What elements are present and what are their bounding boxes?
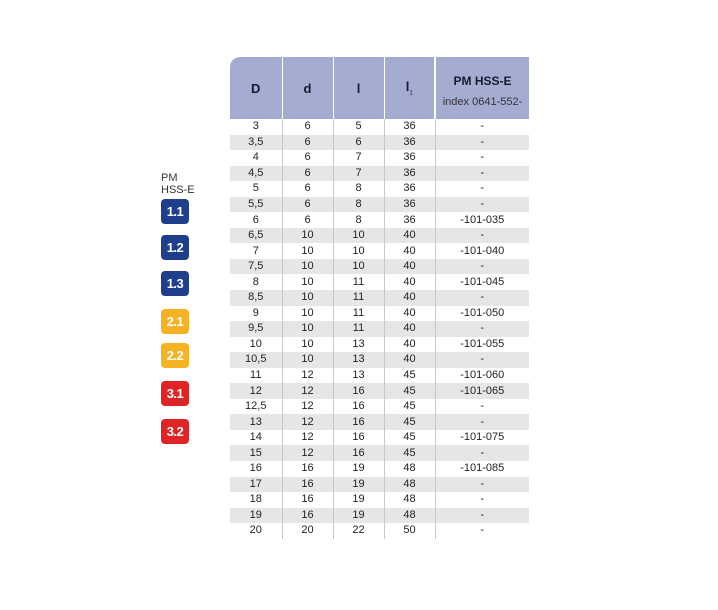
cell-D: 15 xyxy=(230,445,282,461)
cell-article: - xyxy=(435,508,529,524)
cell-l1: 36 xyxy=(384,166,435,182)
cell-article: -101-055 xyxy=(435,337,529,353)
header-length-l1 xyxy=(384,57,435,119)
cell-D: 11 xyxy=(230,368,282,384)
cell-D: 17 xyxy=(230,477,282,493)
cell-l: 19 xyxy=(333,508,384,524)
cell-l1: 36 xyxy=(384,212,435,228)
cell-l1: 45 xyxy=(384,445,435,461)
cell-l1: 40 xyxy=(384,228,435,244)
cell-D: 5 xyxy=(230,181,282,197)
badge-2-2: 2.2 xyxy=(161,343,189,368)
cell-article: - xyxy=(435,321,529,337)
cell-l: 11 xyxy=(333,290,384,306)
cell-l: 16 xyxy=(333,445,384,461)
cell-l1: 45 xyxy=(384,430,435,446)
cell-l: 19 xyxy=(333,461,384,477)
cell-D: 6 xyxy=(230,212,282,228)
table-row xyxy=(230,150,529,166)
cell-d: 12 xyxy=(282,445,333,461)
cell-l: 7 xyxy=(333,166,384,182)
cell-l: 11 xyxy=(333,306,384,322)
cell-d: 12 xyxy=(282,383,333,399)
cell-l: 10 xyxy=(333,259,384,275)
cell-article: - xyxy=(435,150,529,166)
cell-article: - xyxy=(435,119,529,135)
cell-d: 16 xyxy=(282,477,333,493)
table-row xyxy=(230,212,529,228)
cell-d: 16 xyxy=(282,508,333,524)
cell-D: 3 xyxy=(230,119,282,135)
cell-l1: 36 xyxy=(384,119,435,135)
badge-3-1: 3.1 xyxy=(161,381,189,406)
table-row xyxy=(230,243,529,259)
cell-l1: 45 xyxy=(384,383,435,399)
cell-d: 10 xyxy=(282,290,333,306)
cell-l1: 36 xyxy=(384,150,435,166)
cell-article: - xyxy=(435,228,529,244)
cell-l: 13 xyxy=(333,352,384,368)
table-row xyxy=(230,337,529,353)
cell-l1: 45 xyxy=(384,399,435,415)
badge-1-1: 1.1 xyxy=(161,199,189,224)
cell-D: 4,5 xyxy=(230,166,282,182)
cell-article: - xyxy=(435,523,529,539)
table-row xyxy=(230,461,529,477)
header-length-l1-sub: 1 xyxy=(409,90,413,97)
header-length-l: l xyxy=(333,57,384,119)
table-row xyxy=(230,430,529,446)
cell-d: 6 xyxy=(282,135,333,151)
cell-l1: 40 xyxy=(384,352,435,368)
cell-l1: 48 xyxy=(384,477,435,493)
material-label-line2: HSS-E xyxy=(161,184,195,196)
cell-l1: 40 xyxy=(384,243,435,259)
cell-article: - xyxy=(435,290,529,306)
cell-D: 7,5 xyxy=(230,259,282,275)
cell-l1: 48 xyxy=(384,508,435,524)
cell-D: 13 xyxy=(230,414,282,430)
cell-l: 8 xyxy=(333,181,384,197)
cell-article: -101-050 xyxy=(435,306,529,322)
table-row xyxy=(230,321,529,337)
cell-article: - xyxy=(435,399,529,415)
table-row xyxy=(230,492,529,508)
table-row xyxy=(230,477,529,493)
cell-D: 10 xyxy=(230,337,282,353)
cell-D: 10,5 xyxy=(230,352,282,368)
cell-D: 9,5 xyxy=(230,321,282,337)
table-row xyxy=(230,274,529,290)
cell-article: - xyxy=(435,135,529,151)
cell-d: 6 xyxy=(282,150,333,166)
cell-d: 10 xyxy=(282,259,333,275)
cell-l: 11 xyxy=(333,321,384,337)
cell-l1: 45 xyxy=(384,414,435,430)
cell-d: 16 xyxy=(282,461,333,477)
cell-article: -101-085 xyxy=(435,461,529,477)
cell-D: 20 xyxy=(230,523,282,539)
table-row xyxy=(230,306,529,322)
table-row xyxy=(230,399,529,415)
cell-d: 10 xyxy=(282,228,333,244)
cell-D: 7 xyxy=(230,243,282,259)
cell-d: 10 xyxy=(282,243,333,259)
cell-article: -101-075 xyxy=(435,430,529,446)
cell-D: 14 xyxy=(230,430,282,446)
cell-l1: 40 xyxy=(384,259,435,275)
cell-l1: 36 xyxy=(384,197,435,213)
table-row xyxy=(230,181,529,197)
cell-l1: 36 xyxy=(384,181,435,197)
cell-l: 16 xyxy=(333,430,384,446)
cell-d: 6 xyxy=(282,181,333,197)
cell-d: 20 xyxy=(282,523,333,539)
header-length-l1-main: l xyxy=(405,79,410,95)
cell-d: 12 xyxy=(282,399,333,415)
cell-l1: 40 xyxy=(384,306,435,322)
cell-article: - xyxy=(435,492,529,508)
cell-l1: 48 xyxy=(384,461,435,477)
cell-article: -101-035 xyxy=(435,212,529,228)
table-row xyxy=(230,119,529,135)
header-article-index: index 0641-552- xyxy=(442,96,523,108)
cell-article: -101-045 xyxy=(435,274,529,290)
table-row xyxy=(230,228,529,244)
cell-d: 6 xyxy=(282,119,333,135)
badge-2-1: 2.1 xyxy=(161,309,189,334)
cell-D: 19 xyxy=(230,508,282,524)
cell-l: 11 xyxy=(333,274,384,290)
cell-l: 16 xyxy=(333,414,384,430)
cell-article: - xyxy=(435,181,529,197)
table-row xyxy=(230,135,529,151)
cell-l: 6 xyxy=(333,135,384,151)
drill-size-table xyxy=(230,57,529,539)
cell-l: 19 xyxy=(333,477,384,493)
cell-article: - xyxy=(435,259,529,275)
material-label-line1: PM xyxy=(161,172,178,184)
table-row xyxy=(230,523,529,539)
cell-article: -101-065 xyxy=(435,383,529,399)
cell-D: 8 xyxy=(230,274,282,290)
header-diameter-D: D xyxy=(230,57,282,119)
cell-d: 6 xyxy=(282,166,333,182)
cell-l1: 40 xyxy=(384,337,435,353)
cell-l: 13 xyxy=(333,337,384,353)
badge-3-2: 3.2 xyxy=(161,419,189,444)
cell-l: 8 xyxy=(333,212,384,228)
table-row xyxy=(230,259,529,275)
cell-l: 5 xyxy=(333,119,384,135)
cell-D: 5,5 xyxy=(230,197,282,213)
cell-d: 10 xyxy=(282,321,333,337)
cell-article: - xyxy=(435,477,529,493)
cell-l1: 50 xyxy=(384,523,435,539)
cell-l1: 45 xyxy=(384,368,435,384)
cell-article: - xyxy=(435,414,529,430)
cell-d: 16 xyxy=(282,492,333,508)
cell-d: 10 xyxy=(282,337,333,353)
cell-l1: 40 xyxy=(384,290,435,306)
cell-D: 4 xyxy=(230,150,282,166)
cell-l: 13 xyxy=(333,368,384,384)
cell-D: 3,5 xyxy=(230,135,282,151)
table-row xyxy=(230,368,529,384)
table-row xyxy=(230,414,529,430)
table-row xyxy=(230,352,529,368)
cell-l: 7 xyxy=(333,150,384,166)
cell-l: 16 xyxy=(333,383,384,399)
cell-l1: 48 xyxy=(384,492,435,508)
cell-d: 12 xyxy=(282,414,333,430)
header-article xyxy=(435,57,529,119)
cell-d: 10 xyxy=(282,306,333,322)
header-article-title: PM HSS-E xyxy=(453,74,512,88)
cell-D: 9 xyxy=(230,306,282,322)
cell-l: 10 xyxy=(333,228,384,244)
cell-d: 6 xyxy=(282,197,333,213)
cell-article: -101-060 xyxy=(435,368,529,384)
cell-l1: 40 xyxy=(384,274,435,290)
cell-article: -101-040 xyxy=(435,243,529,259)
cell-d: 6 xyxy=(282,212,333,228)
header-shank-d: d xyxy=(282,57,333,119)
cell-l: 10 xyxy=(333,243,384,259)
cell-article: - xyxy=(435,445,529,461)
cell-d: 12 xyxy=(282,430,333,446)
cell-d: 10 xyxy=(282,274,333,290)
cell-D: 12 xyxy=(230,383,282,399)
cell-article: - xyxy=(435,197,529,213)
cell-D: 18 xyxy=(230,492,282,508)
badge-1-3: 1.3 xyxy=(161,271,189,296)
table-row xyxy=(230,508,529,524)
cell-article: - xyxy=(435,352,529,368)
cell-article: - xyxy=(435,166,529,182)
cell-d: 10 xyxy=(282,352,333,368)
badge-1-2: 1.2 xyxy=(161,235,189,260)
cell-D: 16 xyxy=(230,461,282,477)
cell-D: 8,5 xyxy=(230,290,282,306)
cell-l1: 36 xyxy=(384,135,435,151)
table-header-row xyxy=(230,57,529,119)
table-row xyxy=(230,290,529,306)
cell-l1: 40 xyxy=(384,321,435,337)
table-row xyxy=(230,445,529,461)
cell-D: 6,5 xyxy=(230,228,282,244)
cell-l: 8 xyxy=(333,197,384,213)
cell-d: 12 xyxy=(282,368,333,384)
table-row xyxy=(230,166,529,182)
cell-l: 19 xyxy=(333,492,384,508)
table-row xyxy=(230,197,529,213)
table-row xyxy=(230,383,529,399)
cell-D: 12,5 xyxy=(230,399,282,415)
cell-l: 22 xyxy=(333,523,384,539)
cell-l: 16 xyxy=(333,399,384,415)
material-label xyxy=(161,172,201,196)
